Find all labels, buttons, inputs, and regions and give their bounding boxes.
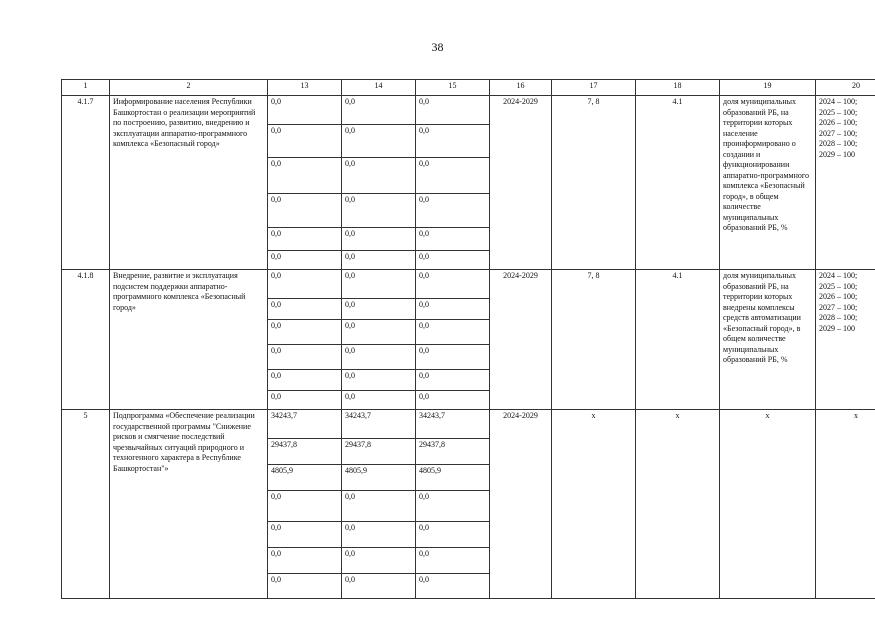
finance-value: 34243,7 bbox=[342, 410, 416, 439]
target-value: 2028 – 100; bbox=[819, 139, 858, 148]
target-values bbox=[816, 410, 875, 599]
target-value: 2029 – 100 bbox=[819, 323, 855, 333]
finance-value: 0,0 bbox=[416, 251, 490, 270]
finance-value: 0,0 bbox=[268, 548, 342, 574]
target-value: 2024 – 100; bbox=[819, 97, 858, 106]
finance-value: 0,0 bbox=[342, 491, 416, 522]
finance-value: 0,0 bbox=[342, 299, 416, 320]
finance-value: 0,0 bbox=[342, 125, 416, 158]
table-row bbox=[62, 96, 875, 125]
col-header: 13 bbox=[268, 80, 342, 96]
finance-value: 0,0 bbox=[416, 228, 490, 251]
target-value: х bbox=[854, 411, 858, 420]
col-header: 20 bbox=[816, 80, 875, 96]
target-value: 2029 – 100 bbox=[819, 149, 855, 159]
target-value: 2025 – 100; bbox=[819, 107, 858, 117]
finance-value: 0,0 bbox=[416, 96, 490, 125]
finance-value: 0,0 bbox=[268, 345, 342, 370]
finance-value: 0,0 bbox=[342, 158, 416, 194]
finance-value: 29437,8 bbox=[416, 439, 490, 465]
target-value: 2028 – 100; bbox=[819, 313, 858, 322]
finance-value: 0,0 bbox=[416, 320, 490, 345]
finance-value: 0,0 bbox=[268, 491, 342, 522]
page-number: 38 bbox=[431, 40, 444, 54]
finance-value: 0,0 bbox=[268, 370, 342, 391]
indicator-text: доля муниципальных образований РБ, на территории которых внедрены комплексы средств автоматизации «Безопасный город», в общем количестве муниципальных образований РБ, % bbox=[720, 270, 816, 410]
finance-value: 0,0 bbox=[268, 228, 342, 251]
finance-value: 0,0 bbox=[342, 96, 416, 125]
finance-value: 34243,7 bbox=[268, 410, 342, 439]
finance-value: 0,0 bbox=[416, 370, 490, 391]
finance-value: 0,0 bbox=[416, 491, 490, 522]
col-header: 19 bbox=[720, 80, 816, 96]
row-number: 4.1.7 bbox=[62, 96, 110, 270]
column-18-value: 4.1 bbox=[636, 96, 720, 270]
col-header: 18 bbox=[636, 80, 720, 96]
finance-value: 34243,7 bbox=[416, 410, 490, 439]
finance-value: 4805,9 bbox=[416, 465, 490, 491]
finance-value: 0,0 bbox=[268, 574, 342, 599]
target-value: 2026 – 100; bbox=[819, 118, 858, 127]
finance-value: 0,0 bbox=[416, 158, 490, 194]
finance-value: 0,0 bbox=[268, 158, 342, 194]
column-18-value: 4.1 bbox=[636, 270, 720, 410]
finance-value: 0,0 bbox=[416, 522, 490, 548]
finance-value: 29437,8 bbox=[268, 439, 342, 465]
finance-value: 0,0 bbox=[416, 391, 490, 410]
finance-value: 0,0 bbox=[416, 548, 490, 574]
col-header: 1 bbox=[62, 80, 110, 96]
finance-value: 0,0 bbox=[416, 574, 490, 599]
col-header: 17 bbox=[552, 80, 636, 96]
target-values bbox=[816, 96, 875, 270]
table-row bbox=[62, 270, 875, 299]
finance-value: 4805,9 bbox=[268, 465, 342, 491]
finance-value: 0,0 bbox=[342, 228, 416, 251]
indicator-text: х bbox=[720, 410, 816, 599]
row-number: 5 bbox=[62, 410, 110, 599]
col-header: 16 bbox=[490, 80, 552, 96]
measure-name: Информирование населения Республики Башкортостан о реализации мероприятий по построению, развитию, внедрению и эксплуатации аппаратно-программного комплекса «Безопасный город» bbox=[110, 96, 268, 270]
measure-name: Внедрение, развитие и эксплуатация подсистем поддержки аппаратно-программного комплекса «Безопасный город» bbox=[110, 270, 268, 410]
finance-value: 0,0 bbox=[268, 270, 342, 299]
col-header: 2 bbox=[110, 80, 268, 96]
column-17-value: 7, 8 bbox=[552, 96, 636, 270]
finance-value: 0,0 bbox=[268, 299, 342, 320]
row-number: 4.1.8 bbox=[62, 270, 110, 410]
finance-value: 0,0 bbox=[268, 194, 342, 228]
column-17-value: х bbox=[552, 410, 636, 599]
finance-value: 0,0 bbox=[342, 251, 416, 270]
finance-value: 0,0 bbox=[268, 320, 342, 345]
period-years: 2024-2029 bbox=[490, 410, 552, 599]
period-years: 2024-2029 bbox=[490, 270, 552, 410]
finance-value: 0,0 bbox=[268, 522, 342, 548]
finance-value: 0,0 bbox=[342, 270, 416, 299]
column-17-value: 7, 8 bbox=[552, 270, 636, 410]
finance-value: 29437,8 bbox=[342, 439, 416, 465]
finance-value: 0,0 bbox=[268, 391, 342, 410]
finance-value: 0,0 bbox=[268, 96, 342, 125]
target-value: 2027 – 100; bbox=[819, 128, 858, 138]
finance-value: 0,0 bbox=[416, 194, 490, 228]
finance-value: 0,0 bbox=[416, 270, 490, 299]
finance-value: 0,0 bbox=[268, 251, 342, 270]
col-header: 15 bbox=[416, 80, 490, 96]
column-18-value: х bbox=[636, 410, 720, 599]
table-row bbox=[62, 410, 875, 439]
finance-value: 0,0 bbox=[342, 548, 416, 574]
target-value: 2024 – 100; bbox=[819, 271, 858, 280]
target-value: 2025 – 100; bbox=[819, 281, 858, 291]
target-value: 2027 – 100; bbox=[819, 302, 858, 312]
target-values bbox=[816, 270, 875, 410]
finance-value: 0,0 bbox=[416, 345, 490, 370]
finance-value: 4805,9 bbox=[342, 465, 416, 491]
finance-value: 0,0 bbox=[342, 522, 416, 548]
finance-value: 0,0 bbox=[342, 370, 416, 391]
measure-name: Подпрограмма «Обеспечение реализации государственной программы "Снижение рисков и смягчение последствий чрезвычайных ситуаций природного и техногенного характера в Республике Башкортостан"» bbox=[110, 410, 268, 599]
finance-value: 0,0 bbox=[268, 125, 342, 158]
period-years: 2024-2029 bbox=[490, 96, 552, 270]
finance-value: 0,0 bbox=[416, 125, 490, 158]
finance-value: 0,0 bbox=[342, 391, 416, 410]
finance-value: 0,0 bbox=[342, 320, 416, 345]
program-table bbox=[61, 79, 875, 599]
finance-value: 0,0 bbox=[342, 194, 416, 228]
indicator-text: доля муниципальных образований РБ, на территории которых население проинформировано о создании и функционировании аппаратно-программного комплекса «Безопасный город», в общем количестве муниципальных образований РБ, % bbox=[720, 96, 816, 270]
finance-value: 0,0 bbox=[416, 299, 490, 320]
col-header: 14 bbox=[342, 80, 416, 96]
finance-value: 0,0 bbox=[342, 345, 416, 370]
header-row bbox=[62, 80, 875, 96]
finance-value: 0,0 bbox=[342, 574, 416, 599]
target-value: 2026 – 100; bbox=[819, 292, 858, 301]
